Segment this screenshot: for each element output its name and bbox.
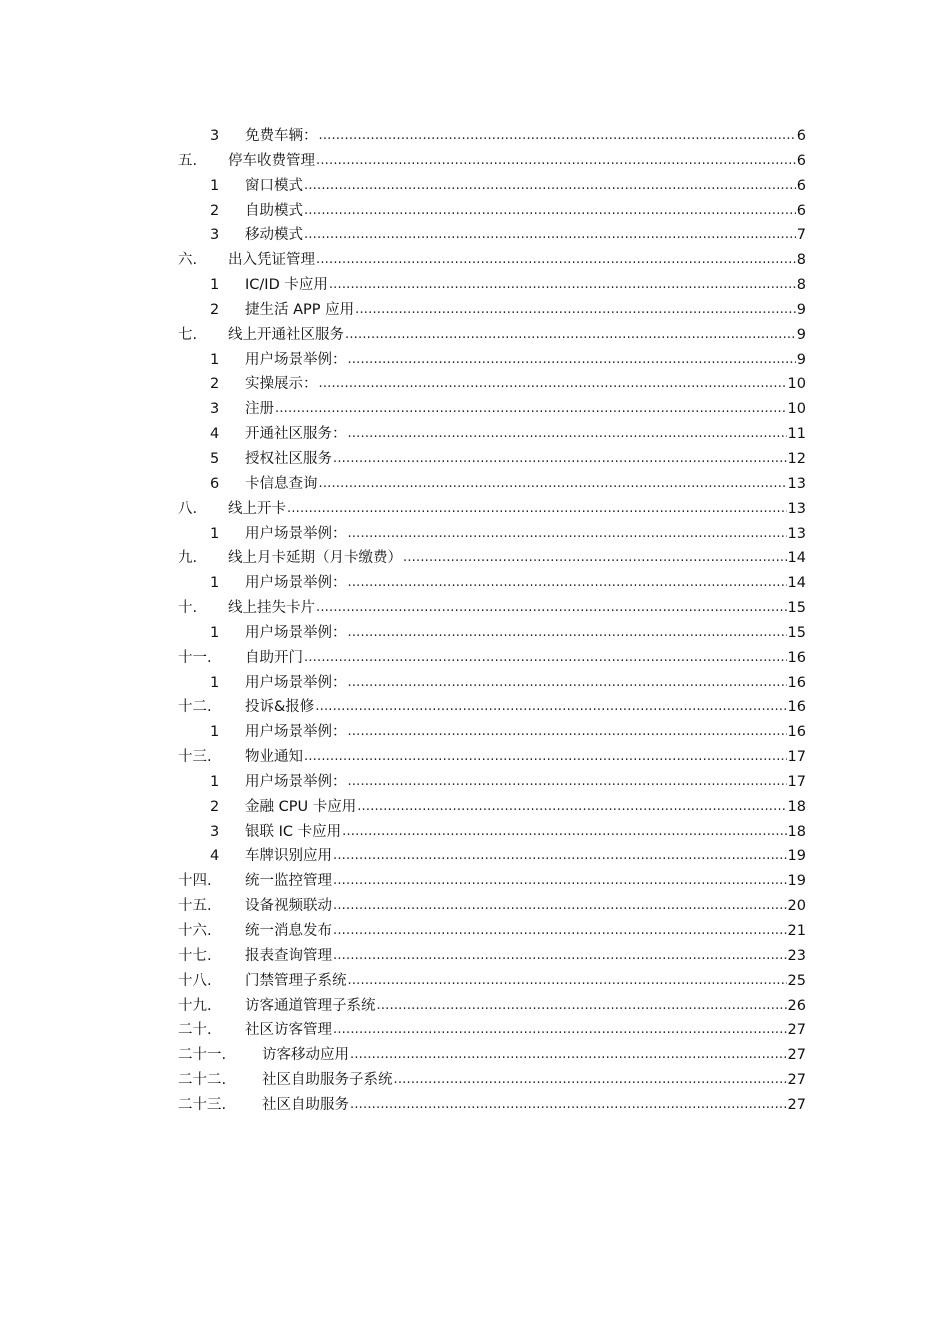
- toc-dot-leader: [394, 1068, 787, 1093]
- toc-entry-number: 3: [210, 128, 220, 144]
- toc-entry[interactable]: [178, 522, 806, 547]
- toc-entry-title: 访客移动应用: [262, 1047, 349, 1064]
- toc-entry-page-number: 19: [787, 873, 806, 890]
- toc-entry[interactable]: [178, 223, 806, 248]
- table-of-contents: [178, 124, 806, 1118]
- toc-entry-title: 用户场景举例：: [245, 773, 347, 790]
- toc-dot-leader: [304, 174, 796, 199]
- toc-entry[interactable]: [178, 671, 806, 696]
- toc-entry-title: 移动模式: [245, 227, 303, 244]
- toc-entry-number: 二十一.: [178, 1047, 227, 1064]
- toc-dot-leader: [377, 994, 787, 1019]
- toc-entry-page-number: 25: [787, 972, 806, 989]
- toc-entry-number: 十五.: [178, 898, 212, 915]
- toc-entry-title: 社区自助服务子系统: [262, 1072, 393, 1089]
- toc-dot-leader: [275, 397, 787, 422]
- toc-entry-number: 1: [210, 674, 220, 691]
- toc-dot-leader: [342, 820, 786, 845]
- toc-entry-number: 七.: [178, 326, 198, 343]
- toc-dot-leader: [348, 671, 787, 696]
- toc-entry[interactable]: [178, 372, 806, 397]
- toc-entry-page-number: 17: [787, 773, 806, 790]
- toc-entry-number: 6: [210, 475, 220, 492]
- toc-entry-number: 4: [210, 426, 220, 443]
- toc-entry[interactable]: [178, 273, 806, 298]
- toc-entry-number: 1: [210, 575, 220, 592]
- toc-entry-title: 线上开通社区服务: [228, 326, 344, 343]
- toc-entry-number: 五.: [178, 152, 198, 169]
- toc-dot-leader: [348, 621, 787, 646]
- toc-entry-number: 十七.: [178, 947, 212, 964]
- toc-entry[interactable]: [178, 1093, 806, 1118]
- toc-entry-number: 二十二.: [178, 1072, 227, 1089]
- toc-entry[interactable]: [178, 720, 806, 745]
- toc-entry-page-number: 15: [787, 600, 806, 617]
- toc-entry-title: 报表查询管理: [245, 947, 332, 964]
- toc-entry-title: 金融 CPU 卡应用: [245, 798, 357, 815]
- toc-entry-title: 访客通道管理子系统: [245, 997, 376, 1014]
- toc-entry-page-number: 16: [787, 699, 806, 716]
- toc-entry-title: 设备视频联动: [245, 898, 332, 915]
- toc-entry-title: 开通社区服务：: [245, 426, 347, 443]
- toc-dot-leader: [304, 745, 787, 770]
- toc-entry-number: 九.: [178, 550, 198, 567]
- toc-dot-leader: [348, 770, 787, 795]
- toc-entry-number: 六.: [178, 252, 198, 269]
- toc-dot-leader: [350, 1043, 787, 1068]
- toc-entry-number: 二十三.: [178, 1096, 227, 1113]
- toc-entry[interactable]: [178, 994, 806, 1019]
- toc-entry[interactable]: [178, 546, 806, 571]
- toc-entry-page-number: 26: [787, 997, 806, 1014]
- toc-dot-leader: [304, 223, 796, 248]
- toc-entry[interactable]: [178, 820, 806, 845]
- toc-entry-title: 停车收费管理: [228, 152, 315, 169]
- toc-dot-leader: [348, 969, 787, 994]
- toc-entry-number: 十二.: [178, 699, 212, 716]
- toc-entry-page-number: 20: [787, 898, 806, 915]
- toc-entry[interactable]: [178, 447, 806, 472]
- toc-entry-page-number: 18: [787, 798, 806, 815]
- toc-entry-page-number: 19: [787, 848, 806, 865]
- toc-entry-number: 十四.: [178, 873, 212, 890]
- toc-entry-title: 统一消息发布: [245, 923, 332, 939]
- toc-entry-title: 门禁管理子系统: [245, 972, 347, 989]
- toc-entry-title: 捷生活 APP 应用: [245, 301, 355, 318]
- toc-dot-leader: [333, 919, 787, 944]
- toc-entry-title: 投诉&报修: [245, 699, 315, 716]
- toc-entry-number: 2: [210, 301, 220, 318]
- toc-entry-number: 1: [210, 724, 220, 741]
- toc-dot-leader: [348, 571, 787, 596]
- toc-entry-title: 用户场景举例：: [245, 525, 347, 542]
- toc-entry-title: 银联 IC 卡应用: [245, 823, 342, 840]
- toc-entry-number: 1: [210, 773, 220, 790]
- toc-entry-page-number: 27: [787, 1047, 806, 1064]
- toc-entry-title: 用户场景举例：: [245, 351, 347, 368]
- toc-entry-page-number: 6: [796, 152, 806, 169]
- toc-entry[interactable]: [178, 894, 806, 919]
- toc-entry-number: 1: [210, 277, 220, 294]
- toc-dot-leader: [287, 497, 787, 522]
- toc-entry-title: 线上挂失卡片: [228, 600, 315, 617]
- toc-entry-title: IC/ID 卡应用: [245, 277, 328, 294]
- toc-entry-number: 十三.: [178, 749, 212, 766]
- toc-entry-page-number: 27: [787, 1096, 806, 1113]
- toc-dot-leader: [350, 1093, 787, 1118]
- toc-entry-number: 3: [210, 823, 220, 840]
- toc-entry[interactable]: [178, 844, 806, 869]
- toc-entry-number: 十一.: [178, 649, 212, 666]
- toc-dot-leader: [333, 1018, 787, 1043]
- toc-entry-title: 注册: [245, 401, 274, 418]
- toc-entry-page-number: 12: [787, 450, 806, 467]
- toc-entry-page-number: 16: [787, 674, 806, 691]
- toc-dot-leader: [333, 869, 787, 894]
- toc-entry-number: 1: [210, 624, 220, 641]
- toc-entry-page-number: 11: [787, 426, 806, 443]
- toc-entry[interactable]: [178, 571, 806, 596]
- toc-entry[interactable]: [178, 795, 806, 820]
- toc-dot-leader: [403, 546, 787, 571]
- toc-entry-page-number: 9: [796, 326, 806, 343]
- toc-entry-page-number: 14: [787, 575, 806, 592]
- toc-dot-leader: [316, 596, 787, 621]
- toc-dot-leader: [333, 844, 787, 869]
- toc-entry[interactable]: [178, 646, 806, 671]
- toc-entry[interactable]: [178, 695, 806, 720]
- toc-entry-page-number: 27: [787, 1072, 806, 1089]
- toc-entry[interactable]: [178, 348, 806, 373]
- toc-entry[interactable]: [178, 472, 806, 497]
- toc-entry-title: 授权社区服务: [245, 450, 332, 467]
- toc-entry-page-number: 9: [796, 351, 806, 368]
- toc-entry-number: 二十.: [178, 1022, 212, 1039]
- toc-dot-leader: [316, 248, 796, 273]
- toc-entry-title: 用户场景举例：: [245, 674, 347, 691]
- toc-dot-leader: [348, 422, 787, 447]
- toc-dot-leader: [333, 894, 787, 919]
- toc-entry-title: 用户场景举例：: [245, 624, 347, 641]
- toc-entry-title: 线上开卡: [228, 500, 286, 517]
- toc-entry-title: 卡信息查询: [245, 475, 318, 492]
- toc-entry-title: 物业通知: [245, 749, 303, 766]
- toc-dot-leader: [348, 348, 796, 373]
- toc-entry-page-number: 7: [796, 227, 806, 244]
- toc-entry-title: 实操展示：: [245, 376, 318, 393]
- toc-entry-number: 十六.: [178, 923, 212, 939]
- toc-entry[interactable]: [178, 919, 806, 944]
- toc-dot-leader: [348, 522, 787, 547]
- toc-entry-number: 十.: [178, 600, 198, 617]
- toc-entry-page-number: 21: [787, 923, 806, 939]
- toc-entry-page-number: 16: [787, 724, 806, 741]
- toc-entry-page-number: 16: [787, 649, 806, 666]
- toc-entry[interactable]: [178, 124, 806, 149]
- toc-entry-title: 免费车辆：: [245, 128, 318, 144]
- toc-entry-page-number: 8: [796, 277, 806, 294]
- toc-entry[interactable]: [178, 199, 806, 224]
- toc-entry-number: 1: [210, 525, 220, 542]
- toc-entry[interactable]: [178, 944, 806, 969]
- toc-entry-page-number: 18: [787, 823, 806, 840]
- toc-entry[interactable]: [178, 969, 806, 994]
- toc-entry-page-number: 17: [787, 749, 806, 766]
- toc-entry[interactable]: [178, 298, 806, 323]
- toc-entry-title: 社区自助服务: [262, 1096, 349, 1113]
- toc-entry-number: 十九.: [178, 997, 212, 1014]
- toc-entry-number: 1: [210, 351, 220, 368]
- toc-entry-page-number: 15: [787, 624, 806, 641]
- toc-entry-number: 2: [210, 202, 220, 219]
- toc-entry[interactable]: [178, 745, 806, 770]
- toc-entry-page-number: 9: [796, 301, 806, 318]
- toc-entry-number: 八.: [178, 500, 198, 517]
- toc-entry-number: 十八.: [178, 972, 212, 989]
- toc-entry-number: 5: [210, 450, 220, 467]
- toc-entry-page-number: 13: [787, 500, 806, 517]
- toc-entry[interactable]: [178, 497, 806, 522]
- toc-entry-page-number: 13: [787, 525, 806, 542]
- toc-entry-page-number: 23: [787, 947, 806, 964]
- toc-entry[interactable]: [178, 248, 806, 273]
- toc-entry-title: 社区访客管理: [245, 1022, 332, 1039]
- toc-entry-number: 1: [210, 177, 220, 194]
- toc-entry-title: 用户场景举例：: [245, 575, 347, 592]
- toc-dot-leader: [345, 323, 796, 348]
- toc-entry-title: 自助开门: [245, 649, 303, 666]
- toc-entry[interactable]: [178, 770, 806, 795]
- toc-entry-page-number: 6: [796, 177, 806, 194]
- toc-entry-title: 统一监控管理: [245, 873, 332, 890]
- toc-entry[interactable]: [178, 174, 806, 199]
- toc-entry-number: 2: [210, 376, 220, 393]
- toc-entry[interactable]: [178, 397, 806, 422]
- toc-dot-leader: [357, 795, 786, 820]
- toc-entry-title: 车牌识别应用: [245, 848, 332, 865]
- toc-dot-leader: [329, 273, 796, 298]
- toc-entry-number: 4: [210, 848, 220, 865]
- toc-entry[interactable]: [178, 621, 806, 646]
- toc-entry-title: 窗口模式: [245, 177, 303, 194]
- toc-entry-page-number: 10: [787, 401, 806, 418]
- toc-entry-page-number: 14: [787, 550, 806, 567]
- toc-entry-title: 自助模式: [245, 202, 303, 219]
- toc-entry-page-number: 27: [787, 1022, 806, 1039]
- toc-dot-leader: [348, 720, 787, 745]
- toc-entry-number: 3: [210, 227, 220, 244]
- toc-entry[interactable]: [178, 422, 806, 447]
- toc-entry[interactable]: [178, 1043, 806, 1068]
- toc-dot-leader: [304, 646, 787, 671]
- toc-dot-leader: [319, 124, 796, 149]
- toc-entry-title: 出入凭证管理: [228, 252, 315, 269]
- toc-dot-leader: [319, 472, 787, 497]
- toc-entry[interactable]: [178, 323, 806, 348]
- toc-entry-title: 线上月卡延期（月卡缴费）: [228, 550, 402, 567]
- toc-entry[interactable]: [178, 1068, 806, 1093]
- toc-entry-page-number: 8: [796, 252, 806, 269]
- toc-dot-leader: [304, 199, 796, 224]
- toc-dot-leader: [316, 149, 796, 174]
- toc-entry[interactable]: [178, 149, 806, 174]
- toc-entry-page-number: 13: [787, 475, 806, 492]
- toc-entry[interactable]: [178, 1018, 806, 1043]
- toc-entry-page-number: 6: [796, 202, 806, 219]
- toc-dot-leader: [355, 298, 796, 323]
- toc-dot-leader: [333, 944, 787, 969]
- toc-entry-page-number: 10: [787, 376, 806, 393]
- toc-entry[interactable]: [178, 869, 806, 894]
- toc-dot-leader: [319, 372, 787, 397]
- toc-entry-page-number: 6: [796, 128, 806, 144]
- toc-entry-number: 3: [210, 401, 220, 418]
- toc-dot-leader: [333, 447, 787, 472]
- toc-dot-leader: [315, 695, 786, 720]
- toc-entry-number: 2: [210, 798, 220, 815]
- toc-entry[interactable]: [178, 596, 806, 621]
- toc-entry-title: 用户场景举例：: [245, 724, 347, 741]
